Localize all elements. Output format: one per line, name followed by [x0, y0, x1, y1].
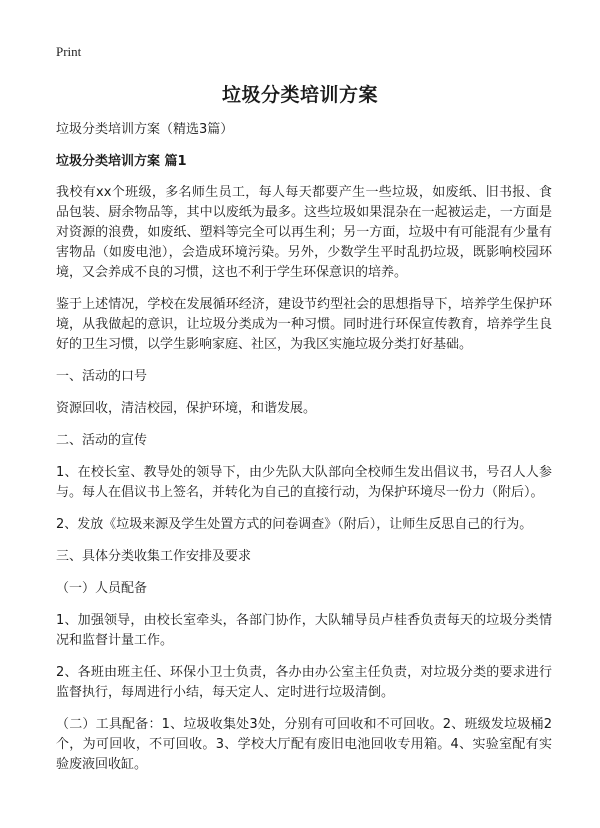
- section-title: 垃圾分类培训方案 篇1: [56, 154, 187, 169]
- intro-paragraph: 我校有xx个班级，多名师生员工，每人每天都要产生一些垃圾，如废纸、旧书报、食品包装、厨余物品等，其中以废纸为最多。这些垃圾如果混杂在一起被运走，一方面是对资源的浪费，如废纸、塑料等完全可以再生利；另一方面，垃圾中有可能混有少量有害物品（如废电池），会造成环境污染。另外，少数学生平时乱扔垃圾，既影响校园环境，又会养成不良的习惯，这也不利于学生环保意识的培养。: [56, 185, 552, 280]
- document-title: 垃圾分类培训方案: [221, 84, 378, 106]
- document-subtitle: 垃圾分类培训方案（精选3篇）: [56, 122, 234, 137]
- print-label: Print: [56, 44, 82, 59]
- publicity-item-1: 1、在校长室、教导处的领导下，由少先队大队部向全校师生发出倡议书，号召人人参与。每人在倡议书上签名，并转化为自己的直接行动，为保护环境尽一份力（附后）。: [56, 465, 552, 500]
- context-paragraph: 鉴于上述情况，学校在发展循环经济，建设节约型社会的思想指导下，培养学生保护环境，从我做起的意识，让垃圾分类成为一种习惯。同时进行环保宣传教育，培养学生良好的卫生习惯，以学生影响家庭、社区，为我区实施垃圾分类打好基础。: [56, 297, 552, 352]
- slogan-text: 资源回收，清洁校园，保护环境，和谐发展。: [56, 401, 317, 416]
- tools-paragraph: （二）工具配备：1、垃圾收集处3处，分别有可回收和不可回收。2、班级发垃圾桶2个，为可回收，不可回收。3、学校大厅配有废旧电池回收专用箱。4、实验室配有实验废液回收缸。: [56, 717, 552, 772]
- staffing-item-2: 2、各班由班主任、环保小卫士负责，各办由办公室主任负责，对垃圾分类的要求进行监督执行，每周进行小结，每天定人、定时进行垃圾清倒。: [56, 665, 552, 700]
- arrangement-heading: 三、具体分类收集工作安排及要求: [56, 549, 252, 564]
- slogan-heading: 一、活动的口号: [56, 369, 148, 384]
- document-body: [56, 120, 552, 787]
- publicity-heading: 二、活动的宣传: [56, 433, 148, 448]
- staffing-heading: （一）人员配备: [56, 581, 148, 596]
- staffing-item-1: 1、加强领导，由校长室牵头，各部门协作，大队辅导员卢桂香负责每天的垃圾分类情况和监督计量工作。: [56, 613, 552, 648]
- publicity-item-2: 2、发放《垃圾来源及学生处置方式的问卷调查》（附后），让师生反思自己的行为。: [56, 517, 533, 532]
